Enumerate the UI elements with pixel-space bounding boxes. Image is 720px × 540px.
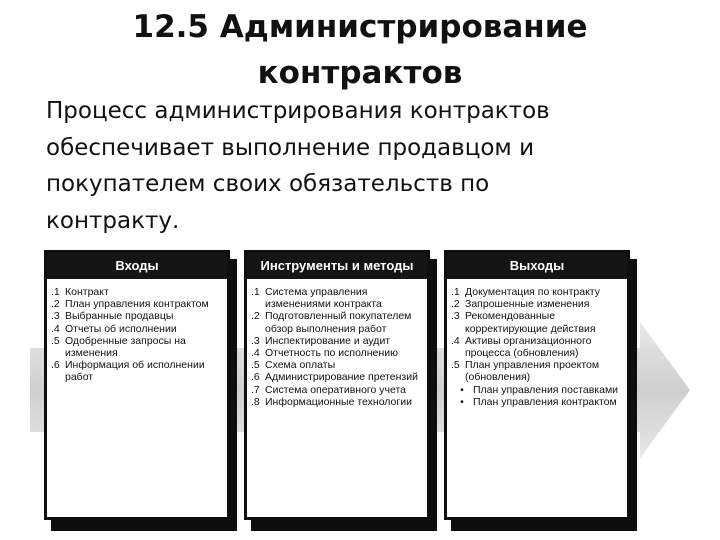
item-number: .5 <box>251 359 260 372</box>
panel-list <box>47 279 227 384</box>
list-item <box>451 298 623 310</box>
item-text: Система оперативного учета <box>265 383 407 396</box>
item-number: .2 <box>251 310 260 323</box>
item-text: Инспектирование и аудит <box>265 334 391 347</box>
item-number: .1 <box>451 286 460 298</box>
item-number: .3 <box>451 310 460 323</box>
list-item <box>51 286 223 298</box>
list-item <box>51 310 223 322</box>
title-line-2: контрактов <box>257 55 463 91</box>
list-item <box>51 298 223 310</box>
item-number: .5 <box>451 359 460 372</box>
item-text: Запрошенные изменения <box>465 298 590 311</box>
item-text: Выбранные продавцы <box>65 310 174 323</box>
item-number: .7 <box>251 383 260 396</box>
item-number: .3 <box>51 310 60 323</box>
item-text: Активы организационного процесса (обновления) <box>465 334 592 360</box>
item-number: .2 <box>51 298 60 311</box>
list-item <box>451 335 623 359</box>
item-text: Информация об исполнении работ <box>65 359 205 384</box>
item-number: .6 <box>251 371 260 384</box>
list-item <box>51 335 223 359</box>
item-text: Система управления изменениями контракта <box>265 286 382 311</box>
intro-line: обеспечивает выполнение продавцом и <box>46 134 535 161</box>
panel-header: Входы <box>47 253 227 279</box>
item-text: Администрирование претензий <box>265 371 418 384</box>
item-number: .5 <box>51 334 60 347</box>
item-number: .1 <box>51 286 60 298</box>
list-item <box>251 335 423 347</box>
list-item <box>251 359 423 371</box>
list-item <box>451 359 623 383</box>
item-number: .8 <box>251 395 260 408</box>
item-number: .6 <box>51 359 60 372</box>
list-item <box>451 384 623 396</box>
item-number: .1 <box>251 286 260 298</box>
item-text: Документация по контракту <box>465 286 600 298</box>
intro-line: Процесс администрирования контрактов <box>46 98 550 124</box>
outputs-panel <box>444 250 630 522</box>
item-number: .3 <box>251 334 260 347</box>
list-item <box>251 371 423 383</box>
list-item <box>251 384 423 396</box>
item-text: Схема оплаты <box>265 359 336 372</box>
panel-list <box>247 279 427 408</box>
item-text: Контракт <box>65 286 109 298</box>
panel-header: Выходы <box>447 253 627 279</box>
item-text: Рекомендованные корректирующие действия <box>465 310 596 335</box>
item-number: .2 <box>451 298 460 311</box>
list-item <box>451 396 623 408</box>
item-text: Отчетность по исполнению <box>265 347 398 360</box>
intro-line: покупателем своих обязательств по <box>46 171 490 197</box>
panel-list <box>447 279 627 408</box>
tools-panel <box>244 250 430 522</box>
item-text: План управления контрактом <box>65 298 209 311</box>
item-text: Информационные технологии <box>265 395 412 408</box>
item-number: • <box>460 383 464 396</box>
item-text: Отчеты об исполнении <box>65 322 177 335</box>
item-number: .4 <box>451 334 460 347</box>
title-line-1: 12.5 Администрирование <box>132 9 588 45</box>
item-number: • <box>460 395 464 408</box>
item-number: .4 <box>251 347 260 360</box>
item-text: Подготовленный покупателем обзор выполнения работ <box>265 310 412 335</box>
list-item <box>451 310 623 334</box>
item-text: Одобренные запросы на изменения <box>65 334 186 360</box>
list-item <box>51 359 223 383</box>
list-item <box>51 323 223 335</box>
item-number: .4 <box>51 322 60 335</box>
list-item <box>251 396 423 408</box>
list-item <box>251 286 423 310</box>
panel-header: Инструменты и методы <box>247 253 427 279</box>
item-text: План управления контрактом <box>473 395 617 408</box>
item-text: План управления проектом (обновления) <box>465 359 600 384</box>
list-item <box>251 347 423 359</box>
inputs-panel <box>44 250 230 522</box>
intro-line: контракту. <box>46 207 180 234</box>
list-item <box>251 310 423 334</box>
item-text: План управления поставками <box>473 383 619 396</box>
list-item <box>451 286 623 298</box>
